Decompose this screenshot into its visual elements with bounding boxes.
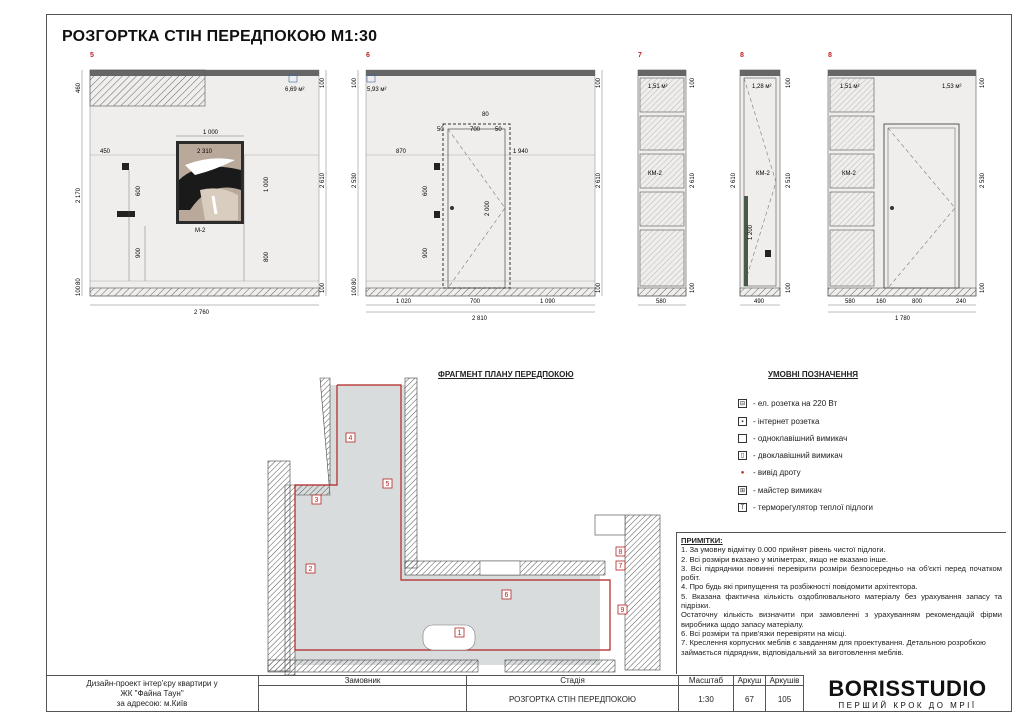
svg-text:2: 2	[308, 566, 313, 573]
sheet-value: 67	[734, 685, 766, 712]
svg-text:100: 100	[320, 282, 326, 293]
stage-label: Стадія	[467, 675, 679, 685]
page-title: РОЗГОРТКА СТІН ПЕРЕДПОКОЮ М1:30	[62, 28, 378, 45]
svg-text:1 090: 1 090	[540, 299, 556, 305]
project-info: Дизайн-проект інтер'єру квартири у ЖК "Файна Таун" за адресою: м.Київ	[46, 675, 259, 712]
svg-text:100: 100	[980, 77, 986, 88]
elevation-number: 6	[366, 52, 370, 59]
svg-text:2 760: 2 760	[194, 310, 210, 316]
svg-text:2 000: 2 000	[485, 200, 491, 216]
svg-text:700: 700	[470, 127, 481, 133]
svg-text:100: 100	[690, 77, 696, 88]
note-line: 1. За умовну відмітку 0.000 прийнят рівень чистої підлоги.	[681, 545, 886, 555]
svg-text:900: 900	[423, 247, 429, 258]
svg-text:КМ-2: КМ-2	[756, 171, 770, 177]
svg-text:1,51 м²: 1,51 м²	[648, 84, 668, 90]
svg-text:М-2: М-2	[195, 228, 206, 234]
legend-item: - одноклавішний вимикач	[738, 434, 847, 443]
double-switch-icon: ▯	[738, 451, 747, 460]
plan-title: ФРАГМЕНТ ПЛАНУ ПЕРЕДПОКОЮ	[438, 370, 574, 379]
svg-text:800: 800	[264, 251, 270, 262]
customer-value	[259, 685, 467, 712]
svg-text:870: 870	[396, 149, 407, 155]
svg-text:1 940: 1 940	[513, 149, 529, 155]
svg-text:2 610: 2 610	[320, 172, 326, 188]
svg-text:5: 5	[385, 481, 390, 488]
svg-text:КМ-2: КМ-2	[648, 171, 662, 177]
thermostat-icon: T	[738, 503, 747, 512]
legend-item: ▪ - інтернет розетка	[738, 417, 819, 426]
studio-logo	[805, 677, 1010, 711]
svg-text:1 000: 1 000	[264, 176, 270, 192]
legend-item: ⊞ - майстер вимикач	[739, 486, 822, 495]
svg-text:1 200: 1 200	[748, 224, 754, 240]
svg-text:1 020: 1 020	[396, 299, 412, 305]
elevation-7	[638, 70, 696, 305]
svg-text:6: 6	[504, 592, 509, 599]
svg-text:1 000: 1 000	[203, 130, 219, 136]
elevation-number: 8	[828, 52, 832, 59]
note-line: 4. Про будь які припущення та розбіжності повідомити архітектора.	[681, 582, 918, 592]
svg-text:600: 600	[136, 185, 142, 196]
svg-text:50: 50	[495, 127, 502, 133]
svg-text:50: 50	[437, 127, 444, 133]
customer-label: Замовник	[259, 675, 467, 685]
notes-heading: ПРИМІТКИ:	[681, 536, 723, 545]
svg-text:2 810: 2 810	[472, 316, 488, 322]
svg-text:1,28 м²: 1,28 м²	[752, 84, 772, 90]
svg-text:1: 1	[457, 630, 462, 637]
svg-text:460: 460	[76, 82, 82, 93]
scale-value: 1:30	[679, 685, 734, 712]
notes-block	[676, 532, 1006, 674]
svg-text:2 510: 2 510	[786, 172, 792, 188]
wire-output-icon: ●	[740, 469, 745, 476]
svg-text:2 610: 2 610	[596, 172, 602, 188]
logo-tagline: ПЕРШИЙ КРОК ДО МРІЇ	[838, 701, 977, 710]
sheets-label: Аркушів	[766, 675, 804, 685]
svg-text:100: 100	[352, 77, 358, 88]
legend-item: ▯ - двоклавішний вимикач	[738, 451, 843, 460]
svg-text:100: 100	[786, 282, 792, 293]
logo-name: BORISSTUDIO	[828, 676, 987, 701]
sheet-title: РОЗГОРТКА СТІН ПЕРЕДПОКОЮ	[467, 685, 679, 712]
note-line: 6. Всі розміри та прив'язки перевіряти на місці.	[681, 628, 847, 638]
legend-item: T - терморегулятор теплої підлоги	[738, 503, 873, 512]
master-switch-icon: ⊞	[739, 487, 746, 494]
sheets-value: 105	[766, 685, 804, 712]
svg-text:580: 580	[845, 299, 856, 305]
svg-text:240: 240	[956, 299, 967, 305]
floor-plan	[265, 375, 665, 680]
elevations-drawing	[0, 0, 1024, 330]
svg-text:1,51 м²: 1,51 м²	[840, 84, 860, 90]
socket-icon: ⊟	[739, 400, 746, 407]
svg-text:80: 80	[76, 278, 82, 285]
svg-text:100: 100	[786, 77, 792, 88]
svg-text:800: 800	[912, 299, 923, 305]
svg-text:600: 600	[423, 185, 429, 196]
note-line: 2. Всі розміри вказано у міліметрах, якщо не вказано інше.	[681, 554, 889, 564]
elevation-number: 8	[740, 52, 744, 59]
note-line: 5. Вказана фактична кількість оздоблювального матеріалу без урахування запасу та підрізки.	[681, 591, 1002, 611]
svg-text:2 310: 2 310	[197, 149, 213, 155]
svg-text:450: 450	[100, 149, 111, 155]
svg-text:2 530: 2 530	[352, 172, 358, 188]
sheet-label: Аркуш	[734, 675, 766, 685]
svg-text:100: 100	[980, 282, 986, 293]
svg-text:3: 3	[314, 497, 319, 504]
svg-text:1 780: 1 780	[895, 316, 911, 322]
svg-text:9: 9	[620, 607, 625, 614]
note-line: 3. Всі підрядники повинні перевірити розміри безпосередньо на об'єкті перед початком робіт.	[681, 563, 1002, 583]
svg-text:2 610: 2 610	[731, 172, 737, 188]
svg-text:900: 900	[136, 247, 142, 258]
svg-text:700: 700	[470, 299, 481, 305]
legend-item: ⊟ - ел. розетка на 220 Вт	[739, 399, 838, 408]
svg-text:80: 80	[352, 278, 358, 285]
svg-text:7: 7	[618, 563, 623, 570]
elevation-number: 5	[90, 52, 94, 59]
svg-text:100: 100	[76, 285, 82, 296]
svg-text:6,69 м²: 6,69 м²	[285, 87, 305, 93]
svg-text:100: 100	[352, 285, 358, 296]
svg-text:580: 580	[656, 299, 667, 305]
svg-text:80: 80	[482, 112, 489, 118]
svg-text:100: 100	[596, 77, 602, 88]
scale-label: Масштаб	[679, 675, 734, 685]
svg-text:160: 160	[876, 299, 887, 305]
elevation-8b	[828, 70, 986, 322]
svg-text:КМ-2: КМ-2	[842, 171, 856, 177]
single-switch-icon	[738, 434, 747, 443]
svg-text:100: 100	[596, 282, 602, 293]
note-line: займається підрядник, відповідальний за виготовлення меблів.	[681, 647, 904, 657]
svg-text:4: 4	[348, 435, 353, 442]
svg-text:8: 8	[618, 549, 623, 556]
elevation-8a	[731, 70, 792, 305]
svg-text:100: 100	[320, 77, 326, 88]
svg-text:2 610: 2 610	[690, 172, 696, 188]
legend-title: УМОВНІ ПОЗНАЧЕННЯ	[768, 370, 859, 379]
note-line: Остаточну кількість визначити при замовленні з урахуванням рекомендацій фірми виробника щодо запасу матеріалу.	[681, 610, 1002, 629]
note-line: 7. Креслення корпусних меблів є завданням для проектування. Детальною розробкою	[681, 638, 986, 648]
svg-text:2 170: 2 170	[76, 187, 82, 203]
svg-text:490: 490	[754, 299, 765, 305]
svg-text:2 530: 2 530	[980, 172, 986, 188]
elevation-number: 7	[638, 52, 642, 59]
internet-socket-icon: ▪	[738, 417, 747, 426]
elevation-5	[76, 70, 326, 316]
legend-item: ● - вивід дроту	[738, 468, 801, 477]
svg-text:100: 100	[690, 282, 696, 293]
svg-text:1,53 м²: 1,53 м²	[942, 84, 962, 90]
elevation-6	[352, 70, 602, 322]
svg-text:5,93 м²: 5,93 м²	[367, 87, 387, 93]
